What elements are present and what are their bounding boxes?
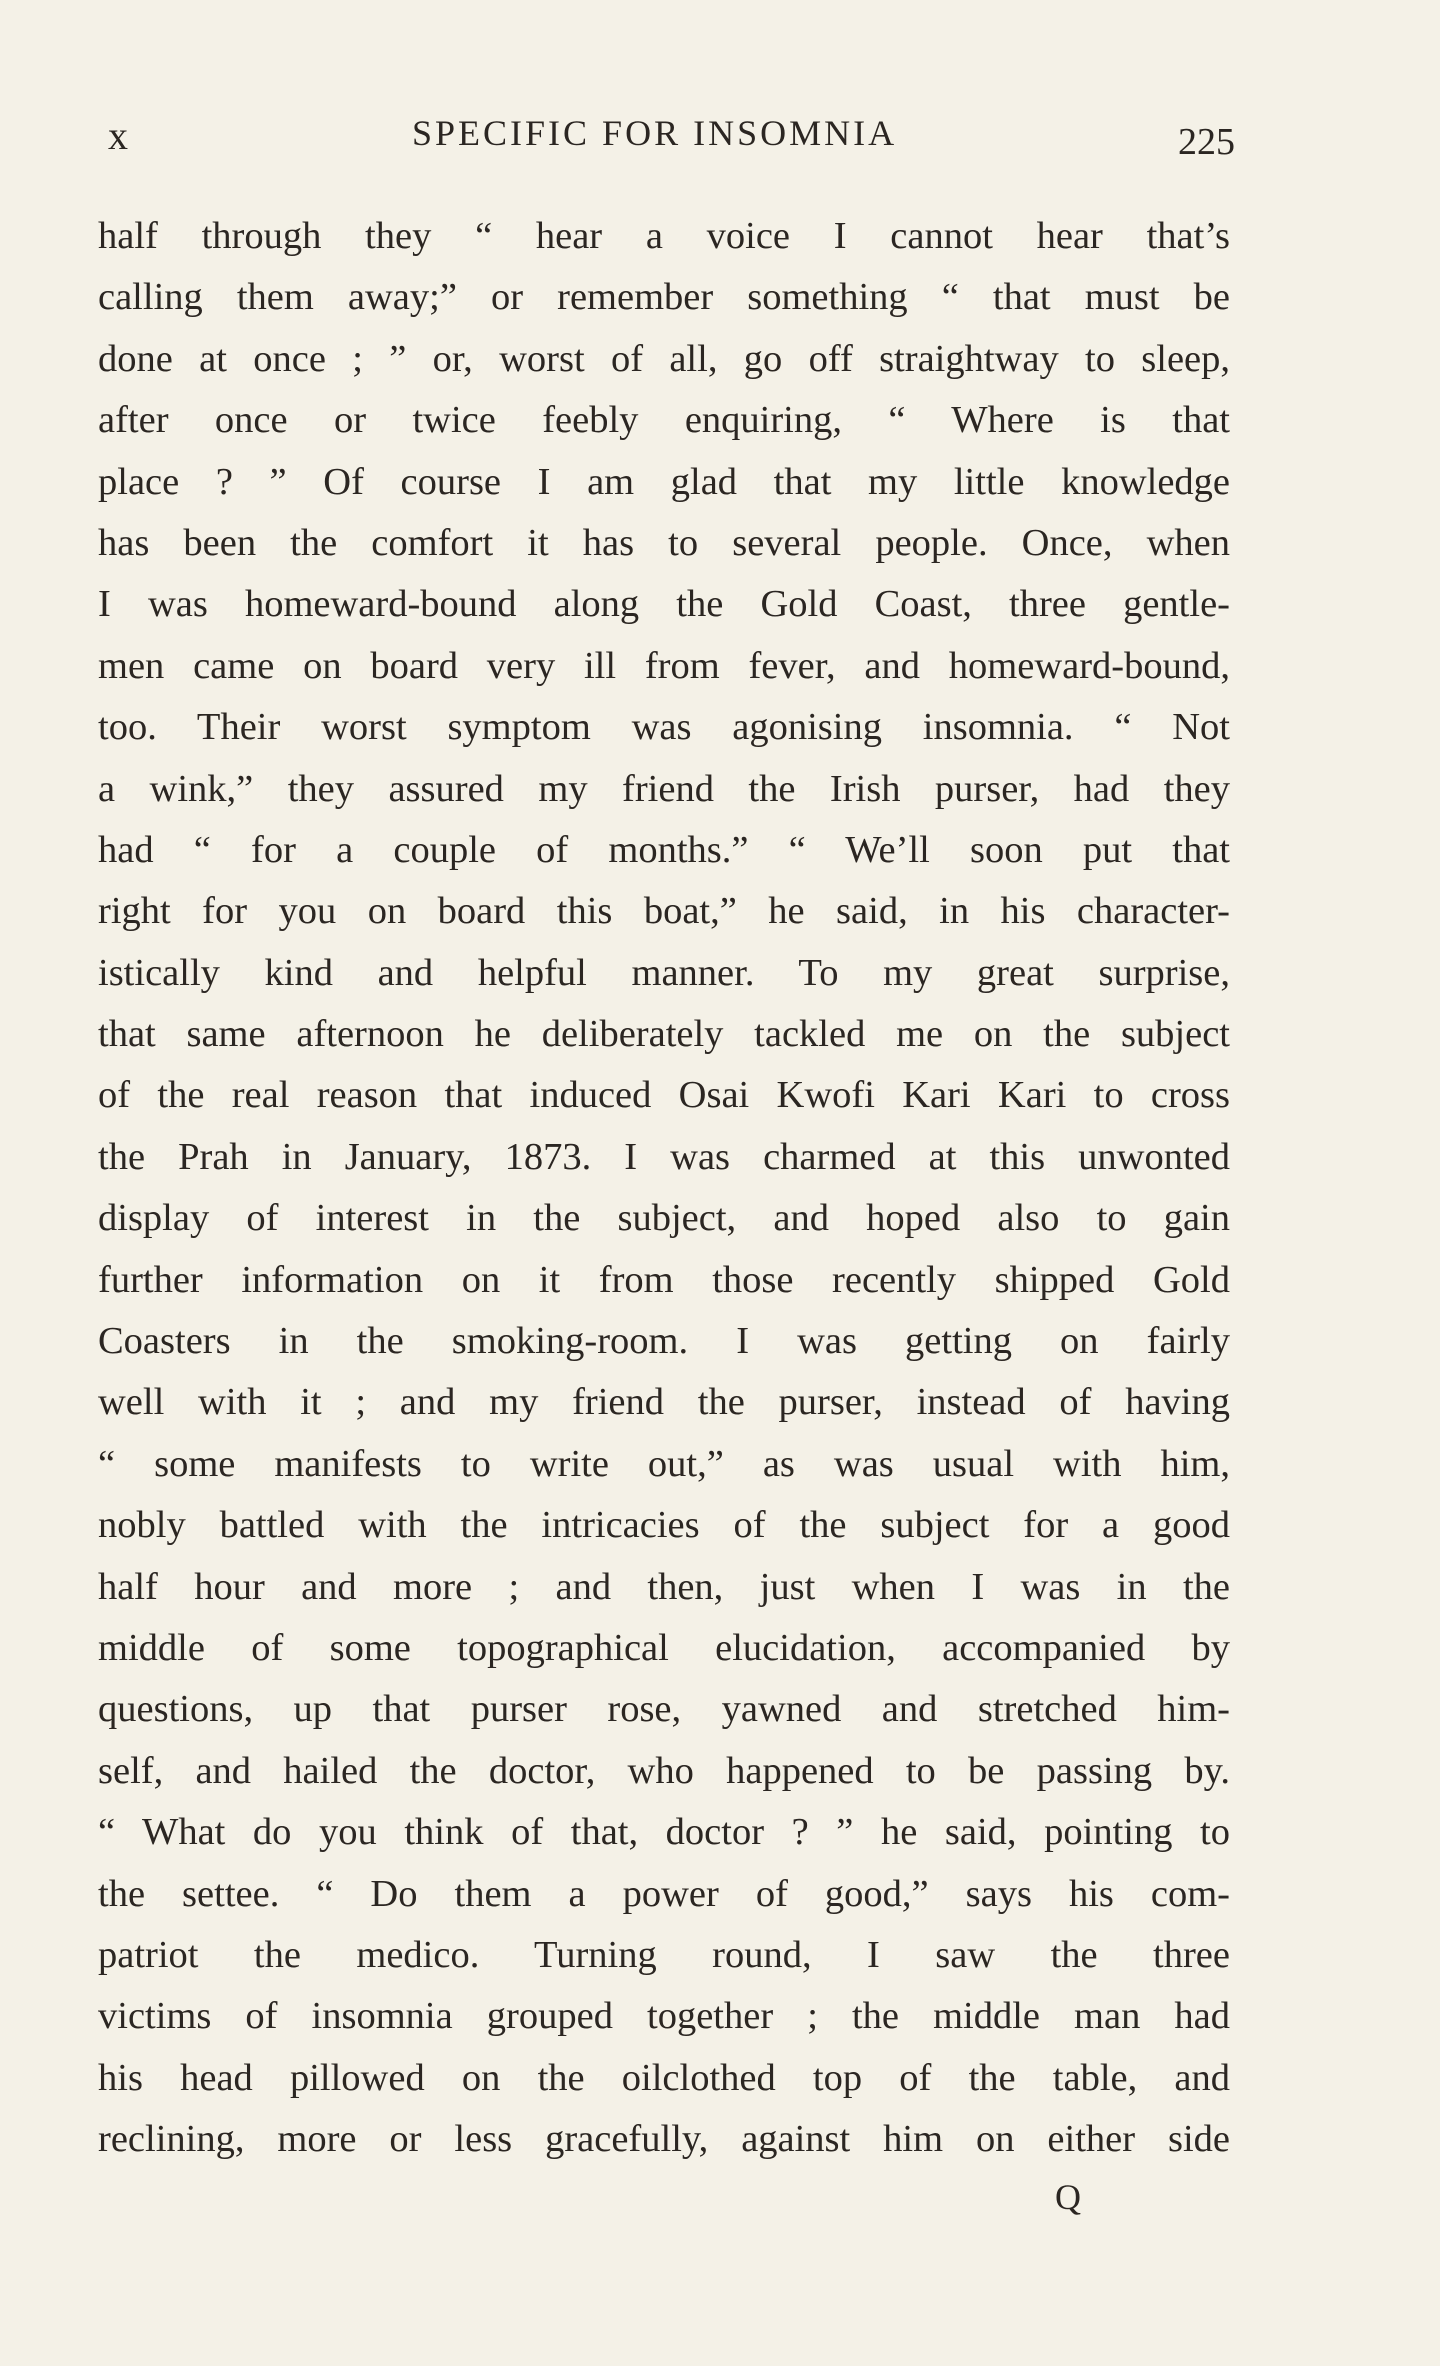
text-line: middle of some topographical elucidation, accompanied by <box>98 1626 1230 1669</box>
text-line: further information on it from those recently shipped Gold <box>98 1258 1230 1301</box>
text-line: too. Their worst symptom was agonising insomnia. “ Not <box>98 706 1230 749</box>
text-line: his head pillowed on the oilclothed top of the table, and <box>98 2056 1230 2099</box>
chapter-number: x <box>108 113 130 158</box>
text-line: half through they “ hear a voice I cannot hear that’s <box>98 215 1230 257</box>
text-line: I was homeward-bound along the Gold Coast, three gentle- <box>98 583 1230 626</box>
text-line: Coasters in the smoking-room. I was getting on fairly <box>98 1320 1230 1363</box>
running-header <box>0 112 1440 172</box>
text-line: reclining, more or less gracefully, against him on either side <box>98 2118 1230 2161</box>
body-paragraph <box>98 206 1230 2171</box>
text-line: questions, up that purser rose, yawned and stretched him- <box>98 1688 1230 1731</box>
text-line: patriot the medico. Turning round, I saw the three <box>98 1933 1230 1976</box>
running-title: SPECIFIC FOR INSOMNIA <box>412 113 898 153</box>
text-line: calling them away;” or remember something “ that must be <box>98 276 1230 319</box>
text-line: display of interest in the subject, and hoped also to gain <box>98 1197 1230 1240</box>
text-line: half hour and more ; and then, just when I was in the <box>98 1565 1230 1608</box>
text-line: self, and hailed the doctor, who happened to be passing by. <box>98 1749 1230 1792</box>
text-line: place ? ” Of course I am glad that my little knowledge <box>98 460 1230 503</box>
text-line: istically kind and helpful manner. To my great surprise, <box>98 951 1230 994</box>
text-line: nobly battled with the intricacies of the subject for a good <box>98 1504 1230 1547</box>
text-line: of the real reason that induced Osai Kwofi Kari Kari to cross <box>98 1074 1230 1117</box>
page-number: 225 <box>1178 121 1235 163</box>
text-line: has been the comfort it has to several people. Once, when <box>98 521 1230 564</box>
text-line: men came on board very ill from fever, and homeward-bound, <box>98 644 1230 687</box>
text-line: had “ for a couple of months.” “ We’ll soon put that <box>98 828 1230 871</box>
text-line: a wink,” they assured my friend the Irish purser, had they <box>98 767 1230 810</box>
text-line: done at once ; ” or, worst of all, go off straightway to sleep, <box>98 337 1230 380</box>
text-line: after once or twice feebly enquiring, “ Where is that <box>98 399 1230 442</box>
text-line: right for you on board this boat,” he said, in his character- <box>98 890 1230 933</box>
text-line: the settee. “ Do them a power of good,” says his com- <box>98 1872 1230 1915</box>
text-line: that same afternoon he deliberately tackled me on the subject <box>98 1013 1230 1056</box>
text-line: the Prah in January, 1873. I was charmed at this unwonted <box>98 1135 1230 1178</box>
text-line: “ some manifests to write out,” as was usual with him, <box>98 1442 1230 1485</box>
signature-mark: Q <box>1055 2177 1081 2217</box>
text-line: “ What do you think of that, doctor ? ” he said, pointing to <box>98 1811 1230 1854</box>
text-line: well with it ; and my friend the purser, instead of having <box>98 1381 1230 1424</box>
text-line: victims of insomnia grouped together ; the middle man had <box>98 1995 1230 2038</box>
